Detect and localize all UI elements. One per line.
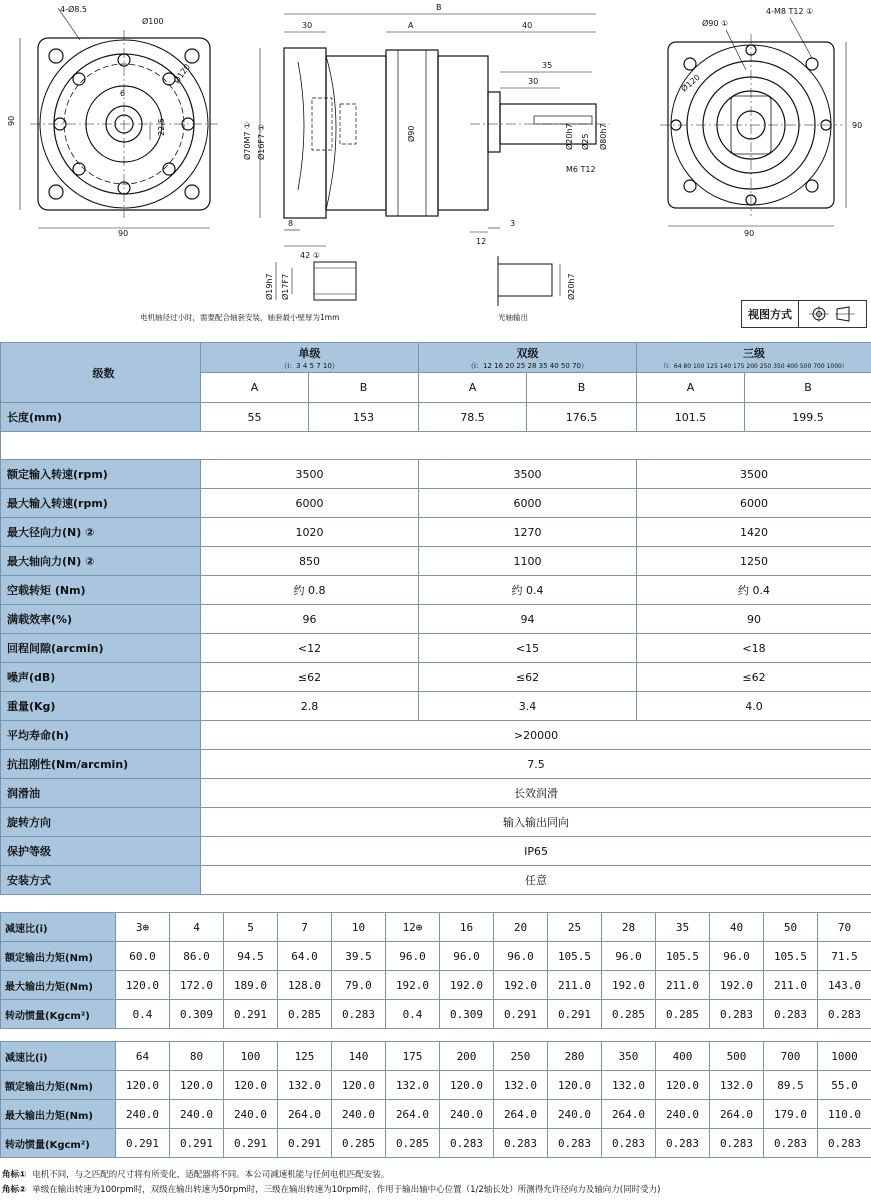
table-cell: ≤62 bbox=[201, 663, 419, 692]
table-cell: 86.0 bbox=[170, 942, 224, 971]
table-cell: 0.4 bbox=[116, 1000, 170, 1029]
spec-row-label: 平均寿命(h) bbox=[1, 721, 201, 750]
spec-row-label: 满载效率(%) bbox=[1, 605, 201, 634]
table-cell: 0.285 bbox=[602, 1000, 656, 1029]
table-cell: 0.285 bbox=[278, 1000, 332, 1029]
table-cell: 120.0 bbox=[332, 1071, 386, 1100]
table-cell: 任意 bbox=[201, 866, 871, 895]
inertia-row-label: 转动惯量(Kgcm²) bbox=[1, 1129, 116, 1158]
table-cell: 128.0 bbox=[278, 971, 332, 1000]
table-cell: IP65 bbox=[201, 837, 871, 866]
table-cell: 132.0 bbox=[494, 1071, 548, 1100]
spec-row bbox=[1, 808, 871, 837]
side-d30-label: 30 bbox=[528, 77, 539, 86]
table-cell: 3500 bbox=[419, 460, 637, 489]
side-a-label: A bbox=[408, 21, 414, 30]
table-cell: 120.0 bbox=[116, 971, 170, 1000]
table-cell: 0.283 bbox=[764, 1000, 818, 1029]
spec-row-label: 最大径向力(N) ② bbox=[1, 518, 201, 547]
ratio-row-label: 减速比(i) bbox=[1, 1042, 116, 1071]
spec-table bbox=[0, 342, 871, 895]
table-cell: 1250 bbox=[637, 547, 871, 576]
table-cell: 90 bbox=[637, 605, 871, 634]
table-cell: 101.5 bbox=[637, 403, 745, 432]
table-cell: 211.0 bbox=[548, 971, 602, 1000]
table-cell: 0.291 bbox=[494, 1000, 548, 1029]
table-cell: 0.283 bbox=[494, 1129, 548, 1158]
table-cell: 0.285 bbox=[332, 1129, 386, 1158]
footnote-2: 角标② 单级在输出转速为100rpm时，双级在输出转速为50rpm时，三级在输出转速为10rpm时，作用于输出轴中心位置（1/2轴长处）所测得允许径向力及轴向力(同时受力) bbox=[2, 1185, 661, 1195]
spec-row bbox=[1, 837, 871, 866]
spec-row-label: 润滑油 bbox=[1, 779, 201, 808]
table-cell: >20000 bbox=[201, 721, 871, 750]
table-cell: 96.0 bbox=[440, 942, 494, 971]
table-cell: 105.5 bbox=[656, 942, 710, 971]
col-b-3: B bbox=[745, 373, 871, 403]
table-cell: 240.0 bbox=[332, 1100, 386, 1129]
col-b-2: B bbox=[527, 373, 637, 403]
inertia-row bbox=[1, 1129, 871, 1158]
table-cell: 3⊕ bbox=[116, 913, 170, 942]
table-cell: 60.0 bbox=[116, 942, 170, 971]
table-cell: 55 bbox=[201, 403, 309, 432]
table-cell: 143.0 bbox=[818, 971, 871, 1000]
table-cell: 80 bbox=[170, 1042, 224, 1071]
table-cell: 105.5 bbox=[764, 942, 818, 971]
table-cell: 长效润滑 bbox=[201, 779, 871, 808]
front-holes-label: 4-Ø8.5 bbox=[60, 5, 87, 14]
table-cell: 78.5 bbox=[419, 403, 527, 432]
spec-row-label: 最大轴向力(N) ② bbox=[1, 547, 201, 576]
table-cell: <18 bbox=[637, 634, 871, 663]
table-cell: 211.0 bbox=[764, 971, 818, 1000]
rear-view bbox=[660, 18, 846, 226]
table-cell: 96.0 bbox=[602, 942, 656, 971]
table-cell: 264.0 bbox=[602, 1100, 656, 1129]
inertia-row bbox=[1, 1000, 871, 1029]
table-cell: 120.0 bbox=[656, 1071, 710, 1100]
table-cell: 6000 bbox=[637, 489, 871, 518]
table-cell: 7.5 bbox=[201, 750, 871, 779]
table-cell: 50 bbox=[764, 913, 818, 942]
side-d8-label: 8 bbox=[288, 219, 294, 228]
ratio-row bbox=[1, 913, 871, 942]
spec-row-label: 回程间隙(arcmin) bbox=[1, 634, 201, 663]
spec-row bbox=[1, 605, 871, 634]
table-cell: 350 bbox=[602, 1042, 656, 1071]
table-cell: 0.283 bbox=[818, 1000, 871, 1029]
table-cell: 132.0 bbox=[278, 1071, 332, 1100]
shaft-out-d-label: Ø20h7 bbox=[567, 273, 576, 300]
spec-row bbox=[1, 750, 871, 779]
table-cell: 94 bbox=[419, 605, 637, 634]
table-cell: 5 bbox=[224, 913, 278, 942]
table-cell: 96.0 bbox=[710, 942, 764, 971]
table-cell: 0.291 bbox=[116, 1129, 170, 1158]
table-cell: 96 bbox=[201, 605, 419, 634]
side-shaft1-label: Ø20h7 bbox=[565, 123, 574, 150]
table-cell: 172.0 bbox=[170, 971, 224, 1000]
table-cell: 240.0 bbox=[224, 1100, 278, 1129]
table-cell: 0.283 bbox=[764, 1129, 818, 1158]
length-row bbox=[1, 403, 871, 432]
table-cell: 4 bbox=[170, 913, 224, 942]
table-cell: 94.5 bbox=[224, 942, 278, 971]
view-method-box bbox=[741, 300, 867, 328]
table-cell: 1420 bbox=[637, 518, 871, 547]
front-pcd-label: Ø100 bbox=[142, 17, 164, 26]
spec-row bbox=[1, 779, 871, 808]
ratio-row-label: 减速比(i) bbox=[1, 913, 116, 942]
table-cell: 264.0 bbox=[494, 1100, 548, 1129]
table-cell: 70 bbox=[818, 913, 871, 942]
table-cell: 0.285 bbox=[656, 1000, 710, 1029]
max-torque-row bbox=[1, 971, 871, 1000]
front-height-label: 90 bbox=[7, 115, 16, 126]
table-cell: 0.285 bbox=[386, 1129, 440, 1158]
table-cell: 240.0 bbox=[548, 1100, 602, 1129]
footnotes bbox=[2, 1168, 871, 1198]
table-cell: 110.0 bbox=[818, 1100, 871, 1129]
table-cell: 0.283 bbox=[818, 1129, 871, 1158]
table-cell: 输入输出同向 bbox=[201, 808, 871, 837]
col-b-1: B bbox=[309, 373, 419, 403]
spacer-row bbox=[1, 432, 871, 460]
table-cell: 71.5 bbox=[818, 942, 871, 971]
table-cell: 12⊕ bbox=[386, 913, 440, 942]
table-cell: 132.0 bbox=[386, 1071, 440, 1100]
table-cell: 40 bbox=[710, 913, 764, 942]
spec-row-label: 保护等级 bbox=[1, 837, 201, 866]
table-cell: 约 0.4 bbox=[419, 576, 637, 605]
stage-triple: 三级 （i：64 80 100 125 140 175 200 250 350 400 500 700 1000） bbox=[637, 343, 871, 373]
table-cell: 211.0 bbox=[656, 971, 710, 1000]
side-d3-label: 3 bbox=[510, 219, 516, 228]
table-cell: 0.291 bbox=[278, 1129, 332, 1158]
table-cell: 100 bbox=[224, 1042, 278, 1071]
side-body-label: Ø90 bbox=[407, 125, 416, 142]
table-cell: 10 bbox=[332, 913, 386, 942]
table-cell: 192.0 bbox=[386, 971, 440, 1000]
rated-torque-row-label: 额定输出力矩(Nm) bbox=[1, 942, 116, 971]
table-cell: 0.309 bbox=[170, 1000, 224, 1029]
table-cell: 0.291 bbox=[548, 1000, 602, 1029]
table-cell: 0.283 bbox=[602, 1129, 656, 1158]
table-cell: 240.0 bbox=[116, 1100, 170, 1129]
front-keydepth-label: 22.5 bbox=[157, 118, 166, 136]
table-cell: <12 bbox=[201, 634, 419, 663]
table-cell: 28 bbox=[602, 913, 656, 942]
table-cell: 153 bbox=[309, 403, 419, 432]
front-view bbox=[20, 8, 218, 228]
technical-drawing bbox=[0, 0, 871, 340]
max-torque-row bbox=[1, 1100, 871, 1129]
col-a-3: A bbox=[637, 373, 745, 403]
table-cell: ≤62 bbox=[637, 663, 871, 692]
spec-row bbox=[1, 692, 871, 721]
table-cell: 3.4 bbox=[419, 692, 637, 721]
spec-row bbox=[1, 663, 871, 692]
rear-holes-label: 4-M8 T12 ① bbox=[766, 7, 814, 16]
table-cell: 0.283 bbox=[440, 1129, 494, 1158]
table-cell: 192.0 bbox=[440, 971, 494, 1000]
spec-row-label: 额定输入转速(rpm) bbox=[1, 460, 201, 489]
table-cell: ≤62 bbox=[419, 663, 637, 692]
table-cell: 175 bbox=[386, 1042, 440, 1071]
side-bore2-label: Ø16F7 ① bbox=[257, 124, 266, 160]
table-cell: 105.5 bbox=[548, 942, 602, 971]
spec-row-label: 重量(Kg) bbox=[1, 692, 201, 721]
side-d42-label: 42 ① bbox=[300, 251, 320, 260]
table-cell: 6000 bbox=[419, 489, 637, 518]
spec-row-label: 最大输入转速(rpm) bbox=[1, 489, 201, 518]
table-cell: 120.0 bbox=[116, 1071, 170, 1100]
table-cell: 2.8 bbox=[201, 692, 419, 721]
max-torque-row-label: 最大输出力矩(Nm) bbox=[1, 1100, 116, 1129]
spec-row bbox=[1, 866, 871, 895]
table-cell: 240.0 bbox=[656, 1100, 710, 1129]
table-cell: 192.0 bbox=[494, 971, 548, 1000]
footnote-1: 角标① 电机不同，与之匹配的尺寸将有所变化，适配器将不同。本公司减速机能与任何电机匹配安装。 bbox=[2, 1170, 390, 1180]
table-cell: 0.283 bbox=[332, 1000, 386, 1029]
table-cell: 199.5 bbox=[745, 403, 871, 432]
spec-row bbox=[1, 460, 871, 489]
rated-torque-row-label: 额定输出力矩(Nm) bbox=[1, 1071, 116, 1100]
table-cell: 700 bbox=[764, 1042, 818, 1071]
table-cell: 35 bbox=[656, 913, 710, 942]
rated-torque-row bbox=[1, 1071, 871, 1100]
table-cell: 约 0.8 bbox=[201, 576, 419, 605]
table-cell: <15 bbox=[419, 634, 637, 663]
table-cell: 55.0 bbox=[818, 1071, 871, 1100]
table-cell: 0.283 bbox=[710, 1000, 764, 1029]
bushing-d1-label: Ø19h7 bbox=[265, 273, 274, 300]
table-cell: 1270 bbox=[419, 518, 637, 547]
spec-row-label: 旋转方向 bbox=[1, 808, 201, 837]
spec-row bbox=[1, 576, 871, 605]
table-cell: 4.0 bbox=[637, 692, 871, 721]
table-cell: 192.0 bbox=[602, 971, 656, 1000]
table-cell: 1000 bbox=[818, 1042, 871, 1071]
spec-row-label: 空载转矩 (Nm) bbox=[1, 576, 201, 605]
table-cell: 25 bbox=[548, 913, 602, 942]
spec-row bbox=[1, 489, 871, 518]
table-cell: 400 bbox=[656, 1042, 710, 1071]
front-diag-label: Ø120 bbox=[172, 62, 193, 86]
table-cell: 132.0 bbox=[710, 1071, 764, 1100]
side-thread-label: M6 T12 bbox=[566, 165, 596, 174]
col-a-1: A bbox=[201, 373, 309, 403]
side-shaft2-label: Ø25 bbox=[581, 133, 590, 150]
rear-diag-label: Ø120 bbox=[679, 72, 702, 94]
spec-row bbox=[1, 634, 871, 663]
table-cell: 264.0 bbox=[278, 1100, 332, 1129]
front-width-label: 90 bbox=[118, 229, 129, 238]
bushing-d2-label: Ø17F7 bbox=[281, 273, 290, 300]
bushing-note: 电机轴径过小时，需要配合轴套安装，轴套最小壁厚为1mm bbox=[140, 313, 340, 322]
torque-table-2 bbox=[0, 1041, 871, 1158]
table-cell: 120.0 bbox=[224, 1071, 278, 1100]
table-cell: 264.0 bbox=[710, 1100, 764, 1129]
table-cell: 280 bbox=[548, 1042, 602, 1071]
table-cell: 7 bbox=[278, 913, 332, 942]
table-cell: 0.283 bbox=[710, 1129, 764, 1158]
table-cell: 1020 bbox=[201, 518, 419, 547]
stage-single: 单级 （i：3 4 5 7 10） bbox=[201, 343, 419, 373]
side-left30-label: 30 bbox=[302, 21, 313, 30]
table-cell: 0.291 bbox=[170, 1129, 224, 1158]
table-cell: 0.283 bbox=[656, 1129, 710, 1158]
shaft-output-drawing bbox=[498, 256, 560, 306]
side-total-label: B bbox=[436, 3, 442, 12]
table-cell: 120.0 bbox=[548, 1071, 602, 1100]
table-cell: 179.0 bbox=[764, 1100, 818, 1129]
table-cell: 1100 bbox=[419, 547, 637, 576]
view-method-label: 视图方式 bbox=[742, 301, 799, 327]
table-cell: 0.291 bbox=[224, 1000, 278, 1029]
spec-row-label: 噪声(dB) bbox=[1, 663, 201, 692]
table-cell: 约 0.4 bbox=[637, 576, 871, 605]
table-cell: 79.0 bbox=[332, 971, 386, 1000]
table-cell: 264.0 bbox=[386, 1100, 440, 1129]
table-cell: 120.0 bbox=[440, 1071, 494, 1100]
table-cell: 3500 bbox=[637, 460, 871, 489]
table-cell: 240.0 bbox=[440, 1100, 494, 1129]
side-d35-label: 35 bbox=[542, 61, 553, 70]
spec-row-label: 安装方式 bbox=[1, 866, 201, 895]
table-cell: 16 bbox=[440, 913, 494, 942]
length-label: 长度(mm) bbox=[1, 403, 201, 432]
max-torque-row-label: 最大输出力矩(Nm) bbox=[1, 971, 116, 1000]
table-cell: 250 bbox=[494, 1042, 548, 1071]
table-cell: 89.5 bbox=[764, 1071, 818, 1100]
projection-icon bbox=[799, 305, 866, 323]
table-cell: 132.0 bbox=[602, 1071, 656, 1100]
table-cell: 125 bbox=[278, 1042, 332, 1071]
table-cell: 0.4 bbox=[386, 1000, 440, 1029]
spec-row bbox=[1, 721, 871, 750]
rear-height-label: 90 bbox=[852, 121, 863, 130]
side-pilot-label: Ø80h7 bbox=[599, 123, 608, 150]
spec-row-label: 抗扭刚性(Nm/arcmin) bbox=[1, 750, 201, 779]
side-bore1-label: Ø70M7 ① bbox=[243, 121, 252, 160]
rated-torque-row bbox=[1, 942, 871, 971]
table-cell: 6000 bbox=[201, 489, 419, 518]
stage-label: 级数 bbox=[1, 343, 201, 403]
table-cell: 176.5 bbox=[527, 403, 637, 432]
table-cell: 96.0 bbox=[494, 942, 548, 971]
shaft-out-note: 光轴输出 bbox=[498, 313, 528, 322]
front-keyway-label: 6 bbox=[120, 89, 126, 98]
table-cell: 0.291 bbox=[224, 1129, 278, 1158]
ratio-row bbox=[1, 1042, 871, 1071]
side-d12-label: 12 bbox=[476, 237, 487, 246]
table-cell: 39.5 bbox=[332, 942, 386, 971]
col-a-2: A bbox=[419, 373, 527, 403]
table-cell: 192.0 bbox=[710, 971, 764, 1000]
rear-d90-label: Ø90 ① bbox=[702, 19, 729, 28]
table-cell: 64.0 bbox=[278, 942, 332, 971]
stage-double: 双级 （i：12 16 20 25 28 35 40 50 70） bbox=[419, 343, 637, 373]
table-cell: 64 bbox=[116, 1042, 170, 1071]
table-cell: 189.0 bbox=[224, 971, 278, 1000]
table-cell: 500 bbox=[710, 1042, 764, 1071]
rear-width-label: 90 bbox=[744, 229, 755, 238]
table-cell: 140 bbox=[332, 1042, 386, 1071]
table-cell: 240.0 bbox=[170, 1100, 224, 1129]
table-cell: 96.0 bbox=[386, 942, 440, 971]
table-cell: 0.283 bbox=[548, 1129, 602, 1158]
inertia-row-label: 转动惯量(Kgcm²) bbox=[1, 1000, 116, 1029]
table-cell: 0.309 bbox=[440, 1000, 494, 1029]
table-cell: 3500 bbox=[201, 460, 419, 489]
table-cell: 850 bbox=[201, 547, 419, 576]
side-view bbox=[260, 14, 610, 246]
table-cell: 200 bbox=[440, 1042, 494, 1071]
side-right40-label: 40 bbox=[522, 21, 533, 30]
table-cell: 120.0 bbox=[170, 1071, 224, 1100]
torque-table-1 bbox=[0, 912, 871, 1029]
spec-row bbox=[1, 547, 871, 576]
table-cell: 20 bbox=[494, 913, 548, 942]
spec-row bbox=[1, 518, 871, 547]
